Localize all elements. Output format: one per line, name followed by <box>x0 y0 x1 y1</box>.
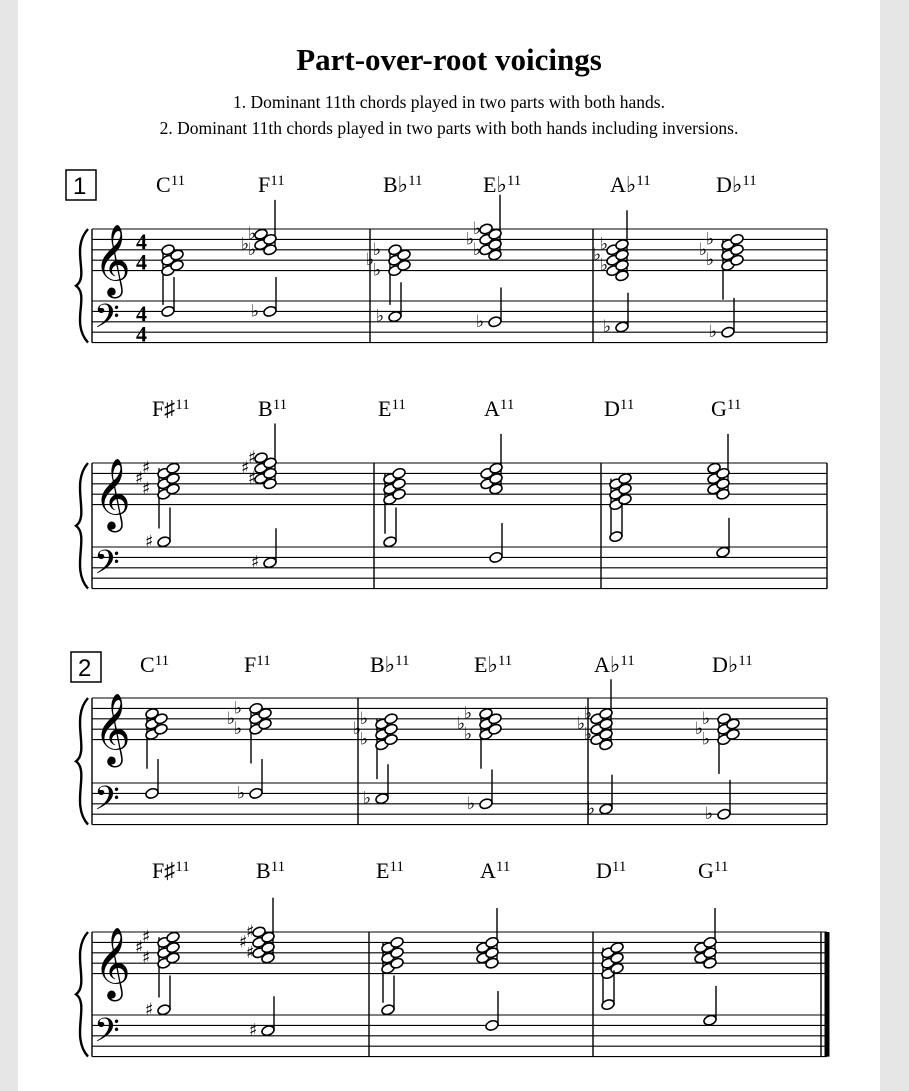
sharp-icon: ♯ <box>239 932 248 953</box>
lh-notehead <box>485 1019 500 1032</box>
flat-icon: ♭ <box>709 322 718 343</box>
flat-icon: ♭ <box>248 224 257 245</box>
chord-root: F <box>258 172 271 197</box>
chord-extension: 11 <box>506 173 522 189</box>
lh-notehead <box>261 1024 276 1037</box>
sharp-icon: ♯ <box>135 937 144 958</box>
chord-extension: 11 <box>495 859 511 875</box>
chord-extension: 11 <box>272 397 288 413</box>
chord-root: D♭ <box>712 652 739 677</box>
section-number-2: 2 <box>78 655 92 682</box>
flat-icon: ♭ <box>234 698 243 719</box>
lh-notehead <box>161 305 176 318</box>
flat-icon: ♭ <box>587 799 596 819</box>
sharp-icon: ♯ <box>241 458 250 479</box>
chord-symbol <box>256 858 285 883</box>
flat-icon: ♭ <box>227 708 236 729</box>
flat-icon: ♭ <box>476 311 485 332</box>
sharp-icon: ♯ <box>142 479 151 499</box>
lh-notehead <box>388 310 403 323</box>
flat-icon: ♭ <box>237 783 246 804</box>
lh-notehead <box>717 808 732 821</box>
flat-icon: ♭ <box>473 219 482 239</box>
chord-extension: 11 <box>738 653 753 669</box>
chord-root: B♭ <box>383 172 409 197</box>
time-sig-bottom-bass: 4 <box>136 321 147 347</box>
flat-icon: ♭ <box>360 729 369 750</box>
chord-root: G <box>711 396 727 421</box>
chord-extension: 11 <box>620 653 635 669</box>
sharp-icon: ♯ <box>248 468 257 489</box>
chord-extension: 11 <box>395 653 410 669</box>
flat-icon: ♭ <box>695 719 704 740</box>
lh-notehead <box>249 787 264 800</box>
chord-symbol <box>480 858 510 883</box>
chord-extension: 11 <box>175 859 190 875</box>
sharp-icon: ♯ <box>145 531 154 552</box>
chord-root: F <box>244 652 257 677</box>
chord-symbol <box>483 172 521 197</box>
flat-icon: ♭ <box>473 239 482 260</box>
flat-icon: ♭ <box>584 703 593 724</box>
sharp-icon: ♯ <box>246 942 255 963</box>
chord-symbol <box>594 652 635 677</box>
sharp-icon: ♯ <box>246 922 255 942</box>
flat-icon: ♭ <box>360 708 369 729</box>
chord-root: C <box>156 172 171 197</box>
system-3-treble-clef-icon: 𝄞 <box>94 691 131 765</box>
chord-symbol <box>258 172 285 197</box>
chord-extension: 11 <box>497 653 513 669</box>
flat-icon: ♭ <box>373 260 382 281</box>
chord-symbol <box>610 172 651 197</box>
chord-root: E <box>378 396 392 421</box>
flat-icon: ♭ <box>600 234 609 255</box>
flat-icon: ♭ <box>600 255 609 276</box>
chord-symbol <box>698 858 728 883</box>
sharp-icon: ♯ <box>142 948 151 968</box>
chord-root: D♭ <box>716 172 743 197</box>
flat-icon: ♭ <box>234 719 243 740</box>
flat-icon: ♭ <box>241 234 250 255</box>
flat-icon: ♭ <box>251 301 260 322</box>
flat-icon: ♭ <box>373 239 382 260</box>
chord-symbol <box>604 396 634 421</box>
chord-symbol <box>474 652 512 677</box>
sharp-icon: ♯ <box>142 927 151 948</box>
system-4-bass-clef-icon: 𝄢 <box>94 1012 120 1059</box>
chord-root: F♯ <box>152 396 176 421</box>
chord-extension: 11 <box>154 653 170 669</box>
lh-notehead <box>489 551 504 564</box>
chord-extension: 11 <box>636 173 651 189</box>
chord-extension: 11 <box>619 397 635 413</box>
flat-icon: ♭ <box>577 714 586 734</box>
sharp-icon: ♯ <box>145 999 154 1020</box>
system-1-treble-clef-icon: 𝄞 <box>94 222 131 296</box>
chord-symbol <box>370 652 410 677</box>
chord-symbol <box>258 396 287 421</box>
flat-icon: ♭ <box>464 703 473 724</box>
chord-symbol <box>152 396 190 421</box>
lh-notehead <box>145 787 160 800</box>
system-4-brace <box>76 932 88 1057</box>
chord-extension: 11 <box>391 397 406 413</box>
chord-symbol <box>152 858 190 883</box>
system-2-bass-clef-icon: 𝄢 <box>94 544 120 591</box>
flat-icon: ♭ <box>706 250 715 271</box>
chord-extension: 11 <box>270 173 285 189</box>
chord-extension: 11 <box>408 173 423 189</box>
chord-extension: 11 <box>742 173 757 189</box>
flat-icon: ♭ <box>467 793 476 814</box>
chord-symbol <box>244 652 271 677</box>
flat-icon: ♭ <box>702 729 711 750</box>
sharp-icon: ♯ <box>142 458 151 479</box>
lh-notehead <box>615 321 630 334</box>
system-4-treble-clef-icon: 𝄞 <box>94 925 131 999</box>
chord-symbol <box>712 652 753 677</box>
chord-extension: 11 <box>170 173 186 189</box>
chord-extension: 11 <box>499 397 515 413</box>
subtitle-1: 1. Dominant 11th chords played in two parts with both hands. <box>233 92 665 112</box>
chord-root: B♭ <box>370 652 396 677</box>
chord-root: E♭ <box>483 172 507 197</box>
lh-notehead <box>157 1004 172 1017</box>
flat-icon: ♭ <box>466 229 475 250</box>
lh-notehead <box>375 792 390 805</box>
flat-icon: ♭ <box>593 245 602 265</box>
page-title: Part-over-root voicings <box>296 42 602 77</box>
flat-icon: ♭ <box>702 708 711 729</box>
chord-symbol <box>716 172 757 197</box>
flat-icon: ♭ <box>363 788 372 809</box>
lh-notehead <box>263 305 278 318</box>
chord-root: A♭ <box>610 172 637 197</box>
chord-extension: 11 <box>175 397 190 413</box>
sharp-icon: ♯ <box>249 1020 258 1041</box>
chord-root: E♭ <box>474 652 498 677</box>
music-sheet <box>18 0 880 1091</box>
chord-extension: 11 <box>611 859 627 875</box>
system-3-bass-clef-icon: 𝄢 <box>94 780 120 827</box>
flat-icon: ♭ <box>603 317 612 337</box>
flat-icon: ♭ <box>376 306 385 327</box>
system-1-brace <box>76 229 88 343</box>
lh-notehead <box>157 536 172 549</box>
sharp-icon: ♯ <box>135 468 144 489</box>
system-1-bass-clef-icon: 𝄢 <box>94 298 120 345</box>
sharp-icon: ♯ <box>248 447 257 468</box>
time-sig-bottom-treble: 4 <box>136 249 147 275</box>
flat-icon: ♭ <box>705 804 714 825</box>
system-2-brace <box>76 463 88 589</box>
chord-root: A <box>480 858 496 883</box>
flat-icon: ♭ <box>584 724 593 745</box>
score <box>18 0 880 1091</box>
chord-root: E <box>376 858 390 883</box>
chord-symbol <box>484 396 514 421</box>
lh-notehead <box>263 556 278 569</box>
flat-icon: ♭ <box>248 239 257 260</box>
chord-root: C <box>140 652 155 677</box>
system-2-treble-clef-icon: 𝄞 <box>94 456 131 530</box>
chord-root: D <box>604 396 620 421</box>
chord-root: F♯ <box>152 858 176 883</box>
time-sig-top-treble: 4 <box>136 228 147 254</box>
chord-extension: 11 <box>389 859 404 875</box>
chord-symbol <box>140 652 169 677</box>
section-number-1: 1 <box>73 173 87 200</box>
chord-root: D <box>596 858 612 883</box>
lh-notehead <box>381 1004 396 1017</box>
flat-icon: ♭ <box>464 724 473 745</box>
chord-root: A♭ <box>594 652 621 677</box>
chord-symbol <box>376 858 404 883</box>
chord-symbol <box>711 396 741 421</box>
chord-root: A <box>484 396 500 421</box>
flat-icon: ♭ <box>457 714 466 734</box>
sharp-icon: ♯ <box>251 552 260 573</box>
chord-symbol <box>156 172 185 197</box>
lh-notehead <box>599 803 614 816</box>
chord-root: G <box>698 858 714 883</box>
chord-symbol <box>378 396 406 421</box>
flat-icon: ♭ <box>366 250 375 271</box>
subtitle-2: 2. Dominant 11th chords played in two parts with both hands including inversions. <box>159 118 739 138</box>
lh-notehead <box>721 326 736 339</box>
chord-extension: 11 <box>713 859 729 875</box>
lh-notehead <box>716 546 731 559</box>
flat-icon: ♭ <box>699 239 708 260</box>
time-sig-top-bass: 4 <box>136 300 147 326</box>
lh-notehead <box>383 536 398 549</box>
chord-extension: 11 <box>256 653 271 669</box>
lh-notehead <box>479 798 494 811</box>
chord-root: B <box>258 396 273 421</box>
chord-extension: 11 <box>270 859 286 875</box>
chord-extension: 11 <box>726 397 742 413</box>
system-3-brace <box>76 698 88 825</box>
chord-symbol <box>596 858 626 883</box>
flat-icon: ♭ <box>353 719 362 740</box>
chord-symbol <box>383 172 423 197</box>
lh-notehead <box>488 316 503 329</box>
chord-root: B <box>256 858 271 883</box>
lh-notehead <box>703 1014 718 1027</box>
flat-icon: ♭ <box>706 229 715 250</box>
